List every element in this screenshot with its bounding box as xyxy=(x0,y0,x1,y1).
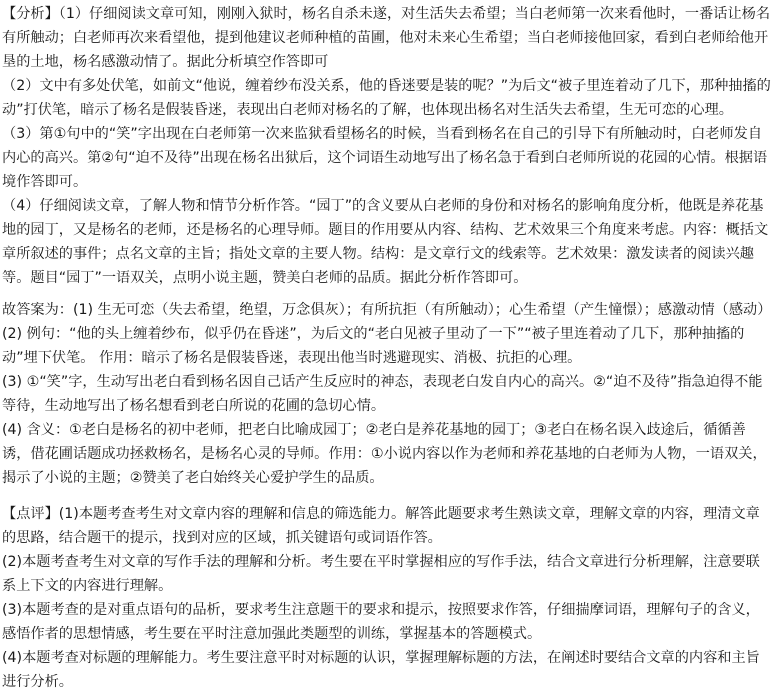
analysis-section xyxy=(2,2,774,290)
answer-part-3: (3) ①“笑”字，生动写出老白看到杨名因自己话产生反应时的神态，表现老白发自内心的高兴。②“迫不及待”指急迫得不能等待，生动地写出了杨名想看到老白所说的花圃的急切心情。 xyxy=(2,374,763,414)
answer-part-2: (2) 例句：“他的头上缠着纱布，似乎仍在昏迷”，为后文的“老白见被子里动了一下”“被子里连着动了几下，那种抽搐的动”埋下伏笔。 作用：暗示了杨名是假装昏迷，表现出他当时逃避现实、消极、抗拒的心理。 xyxy=(2,326,745,366)
comment-part-2: (2)本题考查考生对文章的写作手法的理解和分析。考生要在平时掌握相应的写作手法，结合文章进行分析理解，注意要联系上下文的内容进行理解。 xyxy=(2,554,760,594)
comment-part-3: (3)本题考查的是对重点语句的品析，要求考生注意题干的要求和提示，按照要求作答，仔细揣摩词语，理解句子的含义，感悟作者的思想情感，考生要在平时注意加强此类题型的训练，掌握基本的答题模式。 xyxy=(2,602,760,642)
answer-section xyxy=(2,298,774,490)
analysis-part-1: 【分析】（1）仔细阅读文章可知，刚刚入狱时，杨名自杀未遂，对生活失去希望；当白老师第一次来看他时，一番话让杨名有所触动；白老师再次来看望他，提到他建议老师种植的苗圃，他对未来心生希望；当白老师接他回家，看到白老师给他开垦的土地，杨名感激动情了。据此分析填空作答即可 xyxy=(2,6,771,70)
section-gap xyxy=(2,490,774,502)
analysis-part-2: （2）文中有多处伏笔，如前文“他说，缠着纱布没关系，他的昏迷要是装的呢？”为后文“被子里连着动了几下，那种抽搐的动”打伏笔，暗示了杨名是假装昏迷，表现出白老师对杨名的了解，也体现出杨名对生活失去希望，生无可恋的心理。 xyxy=(2,78,771,118)
section-gap xyxy=(2,290,774,298)
analysis-part-3: （3）第①句中的“笑”字出现在白老师第一次来监狱看望杨名的时候，当看到杨名在自己的引导下有所触动时，白老师发自内心的高兴。第②句“迫不及待”出现在杨名出狱后，这个词语生动地写出了杨名急于看到白老师所说的花园的心情。根据语境作答即可。 xyxy=(2,126,768,190)
analysis-part-4: （4）仔细阅读文章，了解人物和情节分析作答。“园丁”的含义要从白老师的身份和对杨名的影响角度分析，他既是养花基地的园丁，又是杨名的老师，还是杨名的心理导师。题目的作用要从内容、结构、艺术效果三个角度来考虑。内容：概括文章所叙述的事件；点名文章的主旨；指处文章的主要人物。结构：是文章行文的线索等。艺术效果：激发读者的阅读兴趣等。题目“园丁”一语双关，点明小说主题，赞美白老师的品质。据此分析作答即可。 xyxy=(2,198,769,286)
comment-part-1: 【点评】(1)本题考查考生对文章内容的理解和信息的筛选能力。解答此题要求考生熟读文章，理解文章的内容，理清文章的思路，结合题干的提示，找到对应的区域，抓关键语句或词语作答。 xyxy=(2,506,760,546)
answer-part-1: 故答案为：(1) 生无可恋（失去希望，绝望，万念俱灰）；有所抗拒（有所触动）；心生希望（产生憧憬）；感激动情（感动） xyxy=(2,302,772,318)
answer-part-4: (4) 含义：①老白是杨名的初中老师，把老白比喻成园丁；②老白是养花基地的园丁；③老白在杨名误入歧途后，循循善诱，借花圃话题成功拯救杨名，是杨名心灵的导师。作用：①小说内容以作为老师和养花基地的白老师为人物，一语双关，揭示了小说的主题；②赞美了老白始终关心爱护学生的品质。 xyxy=(2,422,767,486)
comment-part-4: (4)本题考查对标题的理解能力。考生要注意平时对标题的认识，掌握理解标题的方法，在阐述时要结合文章的内容和主旨进行分析。 xyxy=(2,650,760,690)
comment-section xyxy=(2,502,774,694)
